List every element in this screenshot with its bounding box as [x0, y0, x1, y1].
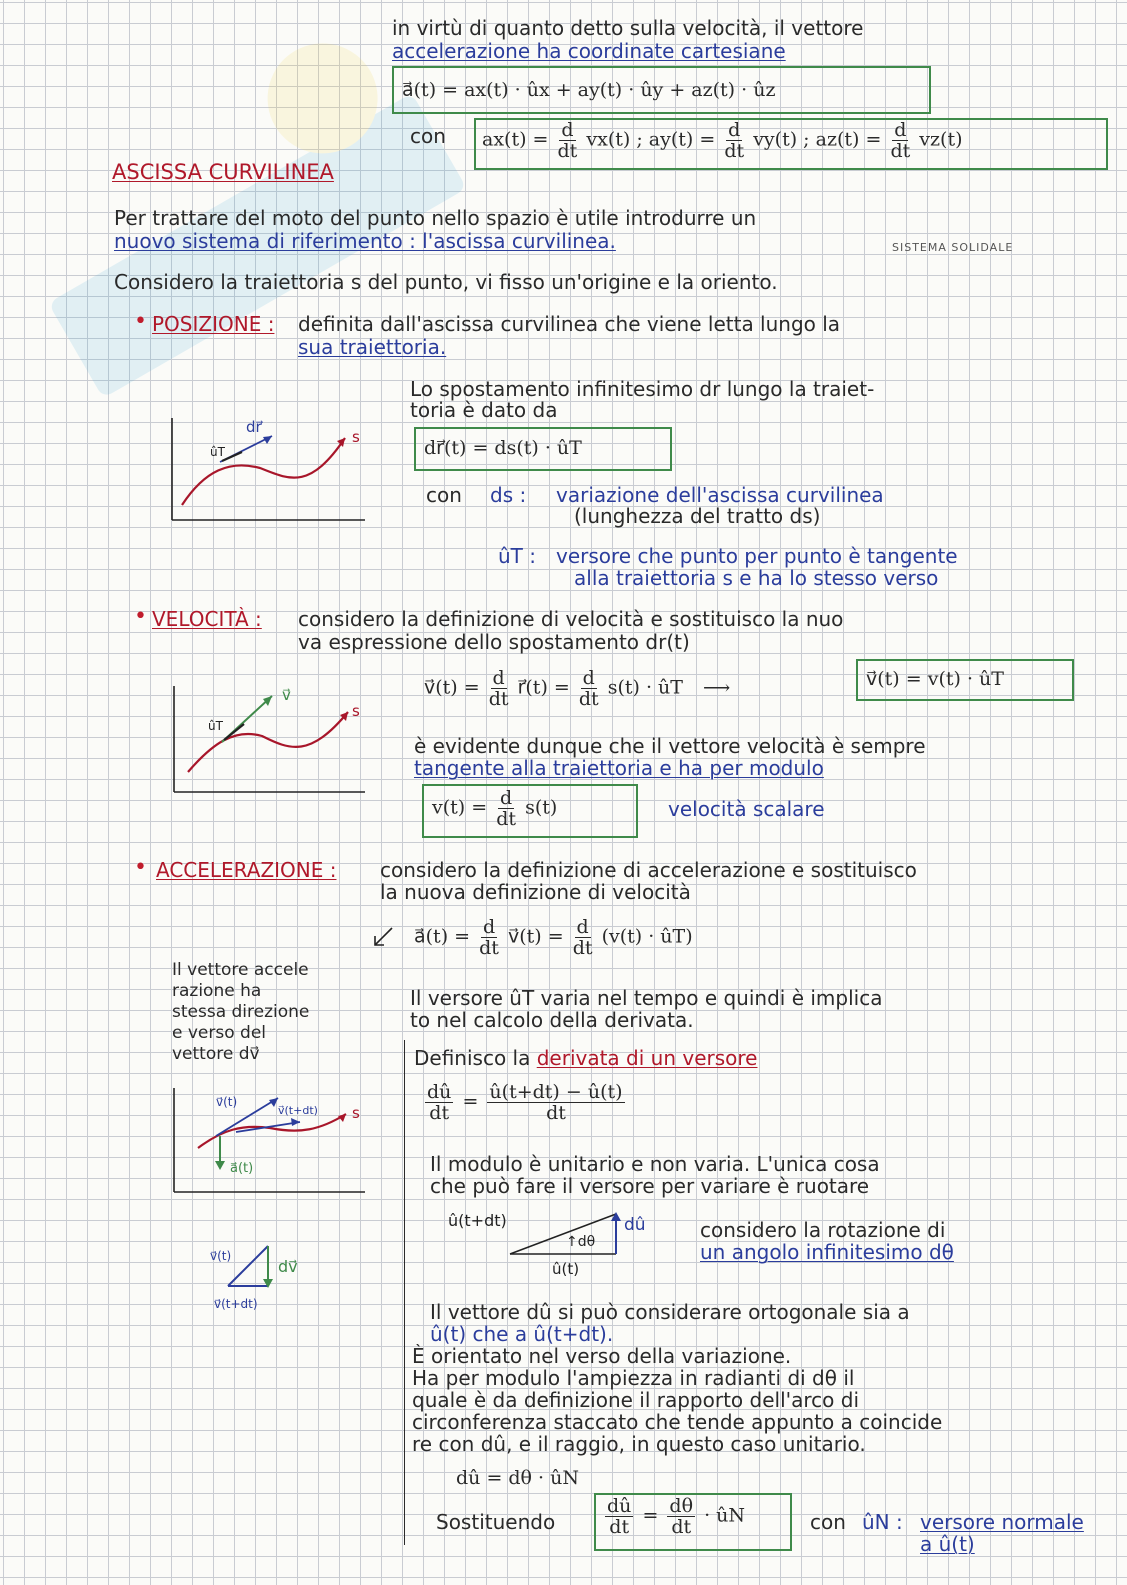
posizione-figure: [160, 410, 380, 530]
u-tdt-side: [510, 1214, 616, 1254]
vmod-rhs: s(t): [525, 796, 558, 819]
accelerazione-t2: la nuova definizione di velocità: [380, 880, 691, 904]
v-mid2: s(t) · ûT: [607, 676, 683, 699]
un-desc2: a û(t): [920, 1532, 975, 1556]
ut-arrow: [222, 452, 242, 461]
fig4-dv-label: dv⃗: [278, 1257, 298, 1276]
a-lhs: a⃗(t) =: [414, 925, 471, 948]
frac-d: d: [500, 787, 513, 809]
accelerazione-t11: quale è da definizione il rapporto dell'arco di: [412, 1388, 860, 1412]
frac-d: d: [894, 119, 907, 141]
accelerazione-t8: û(t) che a û(t+dt).: [430, 1322, 614, 1346]
intro-line-1: in virtù di quanto detto sulla velocità, il vettore: [392, 16, 864, 40]
posizione-t1: definita dall'ascissa curvilinea che viene letta lungo la: [298, 312, 841, 336]
intro-line-2: accelerazione ha coordinate cartesiane: [392, 39, 786, 63]
rotation-triangle-figure: [448, 1204, 668, 1284]
implies-arrow: ⟶: [703, 676, 731, 699]
bullet-velocita: •: [134, 604, 147, 629]
ax-lhs: ax(t) =: [482, 128, 549, 151]
frac-d: d: [561, 119, 574, 141]
a-mid: v⃗(t) =: [507, 925, 564, 948]
final-den1: dt: [609, 1516, 630, 1538]
tri-du-label: dû: [624, 1215, 646, 1235]
frac-d: d: [582, 667, 595, 689]
ut-desc1: versore che punto per punto è tangente: [556, 544, 958, 568]
fig3-a-label: a⃗(t): [230, 1161, 254, 1176]
def-title: [414, 1046, 757, 1070]
accelerazione-figure: [160, 1080, 380, 1200]
vmod-lhs: v(t) =: [432, 796, 488, 819]
fig2-ut-label: ûT: [208, 719, 223, 733]
frac-dt: dt: [724, 140, 745, 162]
fig1-ut-label: ûT: [210, 445, 225, 459]
az-lhs: az(t) =: [815, 128, 882, 151]
ascissa-p1: Per trattare del moto del punto nello spazio è utile introdurre un: [114, 206, 757, 230]
der-lhs-den: dt: [429, 1102, 450, 1124]
ds-desc2: (lunghezza del tratto ds): [574, 504, 821, 528]
du-equation: dû = dθ · ûN: [456, 1467, 579, 1489]
def-title-b: derivata di un versore: [536, 1046, 758, 1070]
components-formula: [482, 120, 963, 161]
frac-d: d: [492, 667, 505, 689]
a-arrowhead: [215, 1161, 225, 1170]
sostituendo-label: Sostituendo: [436, 1510, 556, 1534]
rotazione-1: considero la rotazione di: [700, 1218, 946, 1242]
final-con: con: [810, 1510, 846, 1534]
bullet-posizione: •: [134, 309, 147, 334]
fig2-v-label: v⃗: [282, 686, 291, 704]
accelerazione-t4: to nel calcolo della derivata.: [410, 1008, 694, 1032]
posizione-con: con: [426, 483, 462, 507]
fig1-s-label: s: [352, 428, 360, 446]
accelerazione-t13: re con dû, e il raggio, in questo caso unitario.: [412, 1432, 866, 1456]
v-mid1: r⃗(t) =: [517, 676, 570, 699]
velocita-heading: VELOCITÀ :: [152, 607, 262, 631]
posizione-t2: sua traiettoria.: [298, 335, 447, 359]
ascissa-p2: nuovo sistema di riferimento : l'ascissa curvilinea.: [114, 229, 616, 253]
trajectory-curve: [182, 438, 345, 505]
sep: ;: [636, 128, 643, 151]
fig3-s-label: s: [352, 1104, 360, 1122]
ut-label: ûT :: [498, 544, 536, 568]
posizione-t3: Lo spostamento infinitesimo dr lungo la traiet-: [410, 377, 875, 401]
der-lhs-num: dû: [427, 1081, 452, 1103]
un-desc1: versore normale: [920, 1510, 1084, 1534]
rotazione-2: un angolo infinitesimo dθ: [700, 1240, 954, 1264]
equals-sign: =: [642, 1504, 659, 1527]
ascissa-note: SISTEMA SOLIDALE: [892, 241, 1014, 254]
a-rhs: (v(t) · ûT): [601, 925, 693, 948]
fig4-vtdt-label: v⃗(t+dt): [214, 1297, 258, 1311]
du-arrowhead: [611, 1212, 621, 1221]
velocita-formula: [424, 668, 744, 709]
velocita-t1: considero la definizione di velocità e sostituisco la nuo: [298, 607, 844, 631]
final-tail: · ûN: [704, 1504, 746, 1527]
bullet-accelerazione: •: [134, 855, 147, 880]
der-rhs-num: û(t+dt) − û(t): [489, 1081, 623, 1103]
accelerazione-t1: considero la definizione di accelerazione e sostituisco: [380, 858, 917, 882]
ax-rhs: vx(t): [586, 128, 631, 151]
s-arrowhead: [337, 438, 345, 447]
frac-dt: dt: [479, 937, 499, 959]
v-t-vector: [228, 1246, 268, 1286]
accelerazione-t10: Ha per modulo l'ampiezza in radianti di dθ il: [412, 1366, 855, 1390]
fig3-vtdt-label: v⃗(t+dt): [278, 1104, 318, 1117]
accelerazione-t5: Il modulo è unitario e non varia. L'unica cosa: [430, 1152, 880, 1176]
accelerazione-heading: ACCELERAZIONE :: [156, 858, 337, 882]
v-box-formula: v⃗(t) = v(t) · ûT: [866, 668, 1004, 690]
final-num1: dû: [607, 1495, 632, 1517]
fig1-dr-label: dr⃗: [246, 418, 262, 436]
frac-d: d: [482, 916, 496, 938]
equals-sign: =: [462, 1090, 479, 1113]
velocita-scalare: velocità scalare: [668, 797, 825, 821]
velocita-figure: [160, 678, 380, 803]
dr-formula: dr⃗(t) = ds(t) · ûT: [424, 437, 582, 459]
ay-rhs: vy(t): [753, 128, 798, 151]
posizione-heading: POSIZIONE :: [152, 312, 275, 336]
side-note-1: Il vettore accele: [172, 960, 309, 980]
ascissa-p3: Considero la traiettoria s del punto, vi fisso un'origine e la oriento.: [114, 270, 778, 294]
v-tdt-arrowhead: [291, 1118, 300, 1126]
fig4-vt-label: v⃗(t): [210, 1249, 232, 1263]
section-title: ASCISSA CURVILINEA: [112, 160, 334, 184]
der-rhs-den: dt: [546, 1102, 566, 1124]
pointer-arrow-icon: [372, 926, 394, 948]
vmod-formula: [432, 788, 557, 829]
az-rhs: vz(t): [919, 128, 963, 151]
ds-label: ds :: [490, 483, 527, 507]
fig2-s-label: s: [352, 702, 360, 720]
frac-dt: dt: [496, 808, 517, 830]
ay-lhs: ay(t) =: [648, 128, 716, 151]
accelerazione-t12: circonferenza staccato che tende appunto a coincide: [412, 1410, 943, 1434]
accelerazione-t3: Il versore ûT varia nel tempo e quindi è implica: [410, 986, 883, 1010]
side-note-5: vettore dv⃗: [172, 1044, 260, 1064]
side-note-2: razione ha: [172, 981, 262, 1001]
un-label: ûN :: [862, 1510, 903, 1534]
velocita-t4: tangente alla traiettoria e ha per modulo: [414, 756, 824, 780]
tri-base-label: û(t): [552, 1260, 580, 1278]
fig3-vt-label: v⃗(t): [216, 1095, 238, 1109]
frac-dt: dt: [572, 937, 593, 959]
velocita-t2: va espressione dello spostamento dr(t): [298, 630, 690, 654]
side-note-3: stessa direzione: [172, 1002, 310, 1022]
accel-cartesian-formula: a⃗(t) = ax(t) · ûx + ay(t) · ûy + az(t) · ûz: [402, 79, 776, 101]
ds-desc1: variazione dell'ascissa curvilinea: [556, 483, 884, 507]
ut-desc2: alla traiettoria s e ha lo stesso verso: [574, 566, 939, 590]
accel-formula: [414, 917, 693, 958]
side-note-4: e verso del: [172, 1023, 267, 1043]
frac-dt: dt: [557, 140, 578, 162]
derivation-bracket: [404, 1040, 411, 1545]
intro-con-label: con: [410, 124, 446, 148]
velocita-t3: è evidente dunque che il vettore velocità è sempre: [414, 734, 926, 758]
final-num2: dθ: [669, 1495, 694, 1517]
tri-dtheta-label: ↑dθ: [566, 1234, 596, 1250]
accelerazione-t7: Il vettore dû si può considerare ortogonale sia a: [430, 1300, 910, 1324]
accelerazione-t9: È orientato nel verso della variazione.: [412, 1344, 792, 1368]
dv-triangle-figure: [196, 1238, 336, 1328]
frac-d: d: [576, 916, 589, 938]
tri-top-label: û(t+dt): [448, 1211, 507, 1230]
frac-dt: dt: [890, 140, 911, 162]
v-lhs: v⃗(t) =: [424, 676, 480, 699]
v-arrowhead: [263, 696, 272, 706]
frac-dt: dt: [488, 688, 509, 710]
final-formula: [602, 1496, 745, 1537]
frac-dt: dt: [578, 688, 599, 710]
frac-d: d: [728, 119, 741, 141]
def-title-a: Definisco la: [414, 1046, 537, 1070]
posizione-t4: toria è dato da: [410, 398, 558, 422]
ut-arrow: [224, 724, 244, 740]
sep: ;: [803, 128, 810, 151]
accelerazione-t6: che può fare il versore per variare è ruotare: [430, 1174, 870, 1198]
final-den2: dt: [671, 1516, 692, 1538]
derivative-definition: [422, 1082, 628, 1123]
